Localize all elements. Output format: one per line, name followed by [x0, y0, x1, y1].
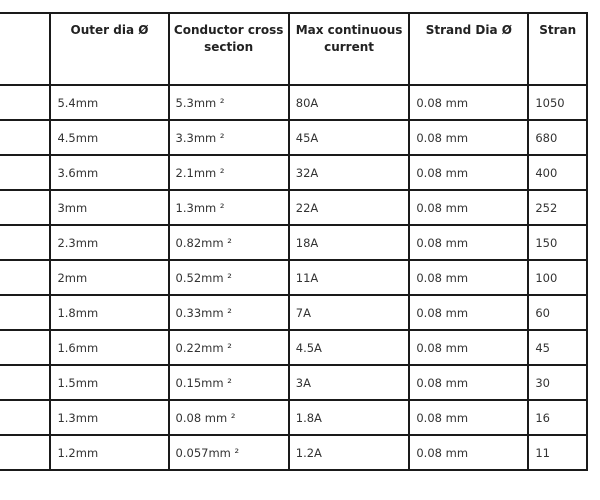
max-current-cell: 22A	[289, 190, 410, 225]
cross-section-cell: 0.08 mm ²	[169, 400, 289, 435]
strand-dia-cell: 0.08 mm	[409, 330, 528, 365]
outer-dia-cell: 3mm	[50, 190, 168, 225]
strand-count-cell: 150	[528, 225, 587, 260]
gauge-cell	[0, 85, 50, 120]
cross-section-cell: 1.3mm ²	[169, 190, 289, 225]
outer-dia-cell: 3.6mm	[50, 155, 168, 190]
outer-dia-cell: 2mm	[50, 260, 168, 295]
max-current-cell: 80A	[289, 85, 410, 120]
strand-count-cell: 400	[528, 155, 587, 190]
cross-section-cell: 5.3mm ²	[169, 85, 289, 120]
strand-dia-cell: 0.08 mm	[409, 435, 528, 470]
outer-dia-cell: 1.2mm	[50, 435, 168, 470]
max-current-cell: 11A	[289, 260, 410, 295]
gauge-cell	[0, 365, 50, 400]
gauge-cell	[0, 400, 50, 435]
gauge-cell	[0, 190, 50, 225]
max-current-cell: 1.2A	[289, 435, 410, 470]
outer-dia-cell: 1.3mm	[50, 400, 168, 435]
strand-count-cell: 11	[528, 435, 587, 470]
cross-section-cell: 3.3mm ²	[169, 120, 289, 155]
strand-dia-cell: 0.08 mm	[409, 260, 528, 295]
cross-section-cell: 0.52mm ²	[169, 260, 289, 295]
strand-dia-cell: 0.08 mm	[409, 400, 528, 435]
gauge-cell	[0, 435, 50, 470]
outer-dia-cell: 1.8mm	[50, 295, 168, 330]
strand-count-cell: 60	[528, 295, 587, 330]
table-row	[0, 400, 587, 435]
gauge-cell	[0, 155, 50, 190]
strand-dia-cell: 0.08 mm	[409, 155, 528, 190]
header-cross-section: Conductor cross section	[169, 13, 289, 85]
strand-dia-cell: 0.08 mm	[409, 365, 528, 400]
outer-dia-cell: 1.5mm	[50, 365, 168, 400]
max-current-cell: 18A	[289, 225, 410, 260]
header-strand-dia: Strand Dia Ø	[409, 13, 528, 85]
strand-dia-cell: 0.08 mm	[409, 120, 528, 155]
table-row	[0, 225, 587, 260]
cross-section-cell: 0.15mm ²	[169, 365, 289, 400]
max-current-cell: 32A	[289, 155, 410, 190]
strand-dia-cell: 0.08 mm	[409, 85, 528, 120]
table-row	[0, 330, 587, 365]
outer-dia-cell: 1.6mm	[50, 330, 168, 365]
strand-dia-cell: 0.08 mm	[409, 190, 528, 225]
header-gauge	[0, 13, 50, 85]
cross-section-cell: 0.22mm ²	[169, 330, 289, 365]
wire-spec-table	[0, 12, 588, 471]
gauge-cell	[0, 120, 50, 155]
max-current-cell: 7A	[289, 295, 410, 330]
max-current-cell: 45A	[289, 120, 410, 155]
header-outer-dia: Outer dia Ø	[50, 13, 168, 85]
strand-count-cell: 30	[528, 365, 587, 400]
table-row	[0, 295, 587, 330]
strand-count-cell: 1050	[528, 85, 587, 120]
header-strand-count: Stran	[528, 13, 587, 85]
table-row	[0, 190, 587, 225]
strand-count-cell: 100	[528, 260, 587, 295]
gauge-cell	[0, 225, 50, 260]
table-row	[0, 435, 587, 470]
strand-dia-cell: 0.08 mm	[409, 225, 528, 260]
table-body	[0, 85, 587, 470]
gauge-cell	[0, 260, 50, 295]
table-row	[0, 120, 587, 155]
header-max-current: Max continuous current	[289, 13, 410, 85]
strand-dia-cell: 0.08 mm	[409, 295, 528, 330]
strand-count-cell: 680	[528, 120, 587, 155]
strand-count-cell: 16	[528, 400, 587, 435]
strand-count-cell: 45	[528, 330, 587, 365]
header-row	[0, 13, 587, 85]
cross-section-cell: 0.82mm ²	[169, 225, 289, 260]
outer-dia-cell: 5.4mm	[50, 85, 168, 120]
cross-section-cell: 0.057mm ²	[169, 435, 289, 470]
max-current-cell: 4.5A	[289, 330, 410, 365]
gauge-cell	[0, 295, 50, 330]
gauge-cell	[0, 330, 50, 365]
outer-dia-cell: 4.5mm	[50, 120, 168, 155]
outer-dia-cell: 2.3mm	[50, 225, 168, 260]
table-row	[0, 155, 587, 190]
max-current-cell: 1.8A	[289, 400, 410, 435]
table-row	[0, 85, 587, 120]
cross-section-cell: 2.1mm ²	[169, 155, 289, 190]
table-row	[0, 365, 587, 400]
max-current-cell: 3A	[289, 365, 410, 400]
strand-count-cell: 252	[528, 190, 587, 225]
cross-section-cell: 0.33mm ²	[169, 295, 289, 330]
table-row	[0, 260, 587, 295]
